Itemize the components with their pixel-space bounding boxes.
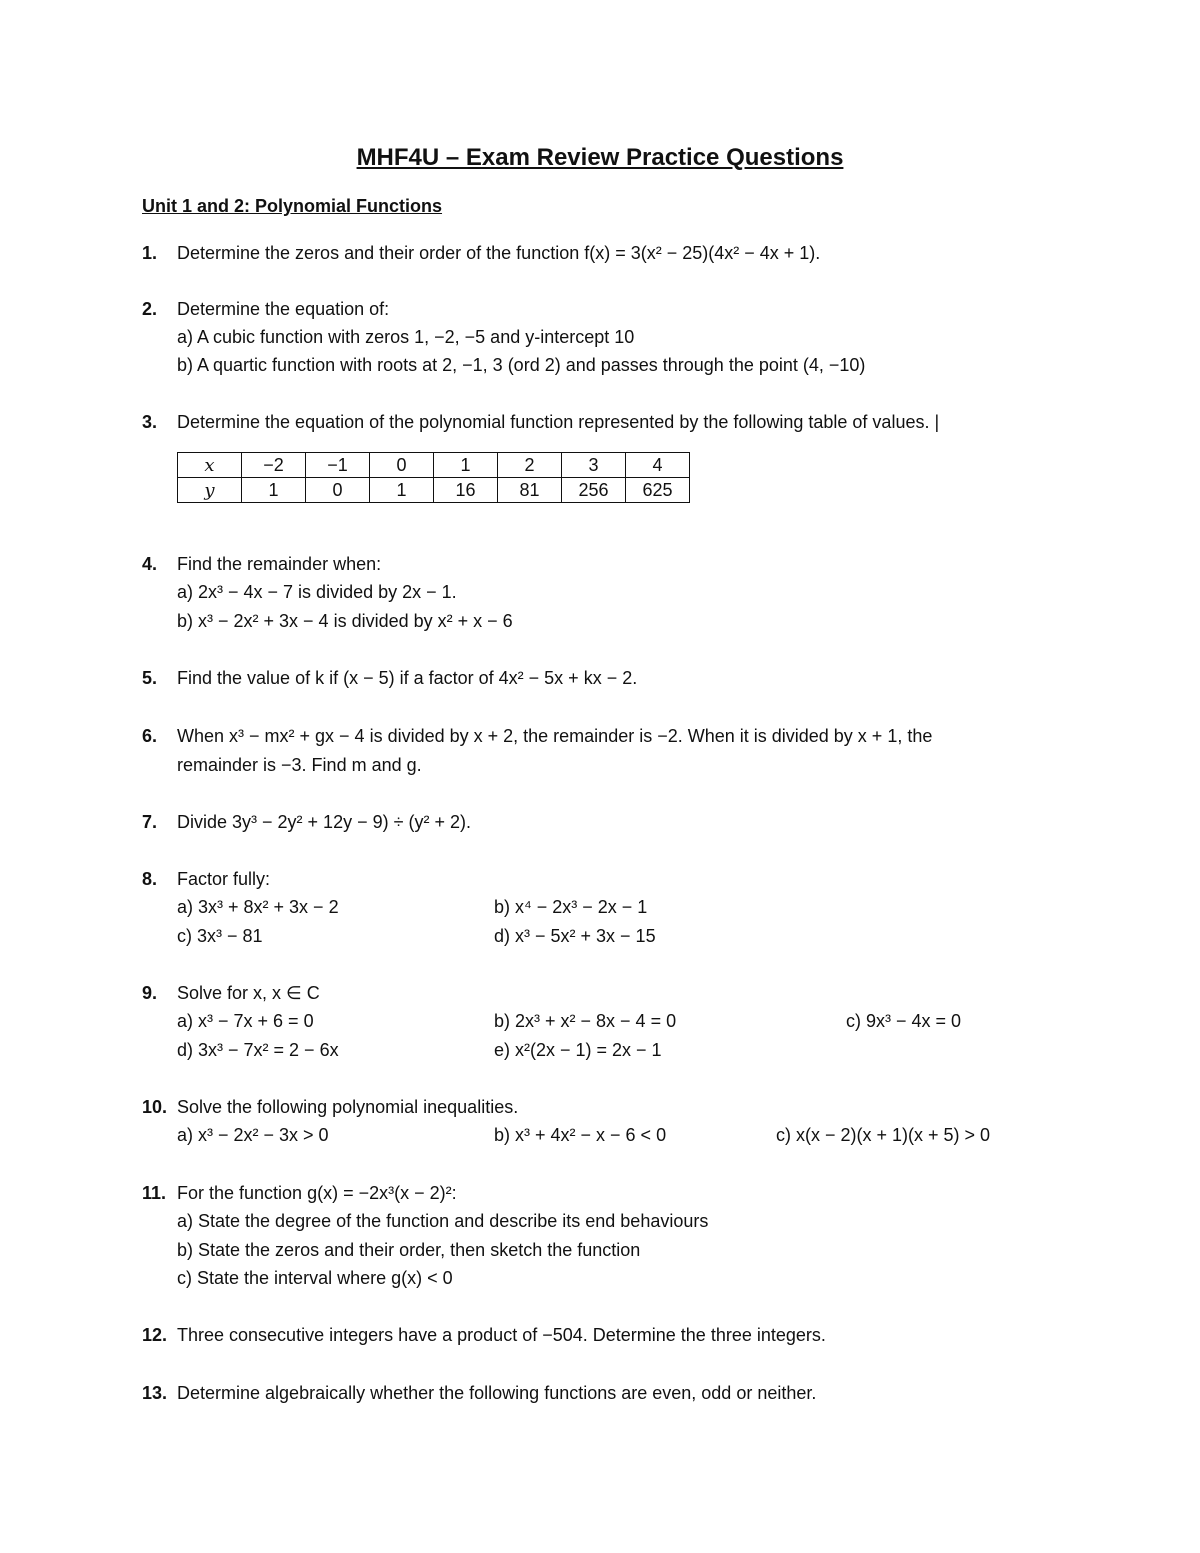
question-number: 6. <box>142 726 158 746</box>
sub-question: c) x(x − 2)(x + 1)(x + 5) > 0 <box>776 1125 991 1145</box>
sub-question: d) 3x³ − 7x² = 2 − 6x <box>177 1040 339 1060</box>
question-text: Determine the zeros and their order of the function f(x) = 3(x² − 25)(4x² − 4x + 1). <box>177 243 821 263</box>
sub-question: b) A quartic function with roots at 2, −1, 3 (ord 2) and passes through the point (4, −10) <box>177 355 866 375</box>
sub-question: b) State the zeros and their order, then sketch the function <box>177 1240 641 1260</box>
unit-heading: Unit 1 and 2: Polynomial Functions <box>142 196 443 216</box>
question-text: Find the remainder when: <box>177 554 382 574</box>
question-text: Divide 3y³ − 2y² + 12y − 9) ÷ (y² + 2). <box>177 812 471 832</box>
question-text: Factor fully: <box>177 869 271 889</box>
question-number: 1. <box>142 243 158 263</box>
question-text: Solve the following polynomial inequalities. <box>177 1097 519 1117</box>
table-header-cell: x <box>178 453 242 478</box>
table-row <box>178 478 690 503</box>
table-cell: 1 <box>370 478 434 503</box>
sub-question: c) 3x³ − 81 <box>177 926 263 946</box>
table-cell: 81 <box>498 478 562 503</box>
question-number: 11. <box>142 1183 167 1203</box>
sub-question: c) 9x³ − 4x = 0 <box>846 1011 962 1031</box>
question-text: For the function g(x) = −2x³(x − 2)²: <box>177 1183 457 1203</box>
page-title: MHF4U – Exam Review Practice Questions <box>356 144 844 171</box>
question-number: 4. <box>142 554 158 574</box>
question-text: Determine algebraically whether the following functions are even, odd or neither. <box>177 1383 817 1403</box>
table-cell: 0 <box>306 478 370 503</box>
sub-question: a) x³ − 2x² − 3x > 0 <box>177 1125 329 1145</box>
question-text: Three consecutive integers have a product of −504. Determine the three integers. <box>177 1325 826 1345</box>
table-row <box>178 453 690 478</box>
question-number: 2. <box>142 299 158 319</box>
question-text: Find the value of k if (x − 5) if a factor of 4x² − 5x + kx − 2. <box>177 668 638 688</box>
table-cell: −1 <box>306 453 370 478</box>
question-text: Determine the equation of the polynomial function represented by the following table of values. | <box>177 412 940 432</box>
question-number: 7. <box>142 812 158 832</box>
table-cell: 16 <box>434 478 498 503</box>
question-number: 9. <box>142 983 158 1003</box>
sub-question: b) 2x³ + x² − 8x − 4 = 0 <box>494 1011 677 1031</box>
sub-question: a) 2x³ − 4x − 7 is divided by 2x − 1. <box>177 582 457 602</box>
table-cell: 0 <box>370 453 434 478</box>
table-cell: −2 <box>242 453 306 478</box>
sub-question: a) x³ − 7x + 6 = 0 <box>177 1011 314 1031</box>
question-text: Solve for x, x ∈ C <box>177 983 320 1003</box>
sub-question: d) x³ − 5x² + 3x − 15 <box>494 926 656 946</box>
question-number: 5. <box>142 668 158 688</box>
question-number: 13. <box>142 1383 168 1403</box>
table-cell: 256 <box>562 478 626 503</box>
question-number: 8. <box>142 869 158 889</box>
question-number: 12. <box>142 1325 168 1345</box>
table-cell: 3 <box>562 453 626 478</box>
sub-question: a) A cubic function with zeros 1, −2, −5 and y-intercept 10 <box>177 327 635 347</box>
sub-question: a) State the degree of the function and describe its end behaviours <box>177 1211 709 1231</box>
question-number: 10. <box>142 1097 168 1117</box>
table-cell: 625 <box>626 478 690 503</box>
question-text: When x³ − mx² + gx − 4 is divided by x + 2, the remainder is −2. When it is divided by x + 1, the <box>177 726 933 746</box>
sub-question: b) x³ − 2x² + 3x − 4 is divided by x² + x − 6 <box>177 611 513 631</box>
table-cell: 4 <box>626 453 690 478</box>
table-cell: 1 <box>242 478 306 503</box>
sub-question: b) x³ + 4x² − x − 6 < 0 <box>494 1125 667 1145</box>
table-cell: 1 <box>434 453 498 478</box>
sub-question: a) 3x³ + 8x² + 3x − 2 <box>177 897 339 917</box>
sub-question: c) State the interval where g(x) < 0 <box>177 1268 453 1288</box>
question-text-continued: remainder is −3. Find m and g. <box>177 755 422 775</box>
table-header-cell: y <box>178 478 242 503</box>
sub-question: e) x²(2x − 1) = 2x − 1 <box>494 1040 662 1060</box>
question-text: Determine the equation of: <box>177 299 390 319</box>
sub-question: b) x⁴ − 2x³ − 2x − 1 <box>494 897 648 917</box>
table-cell: 2 <box>498 453 562 478</box>
question-number: 3. <box>142 412 158 432</box>
table-of-values <box>177 452 690 503</box>
